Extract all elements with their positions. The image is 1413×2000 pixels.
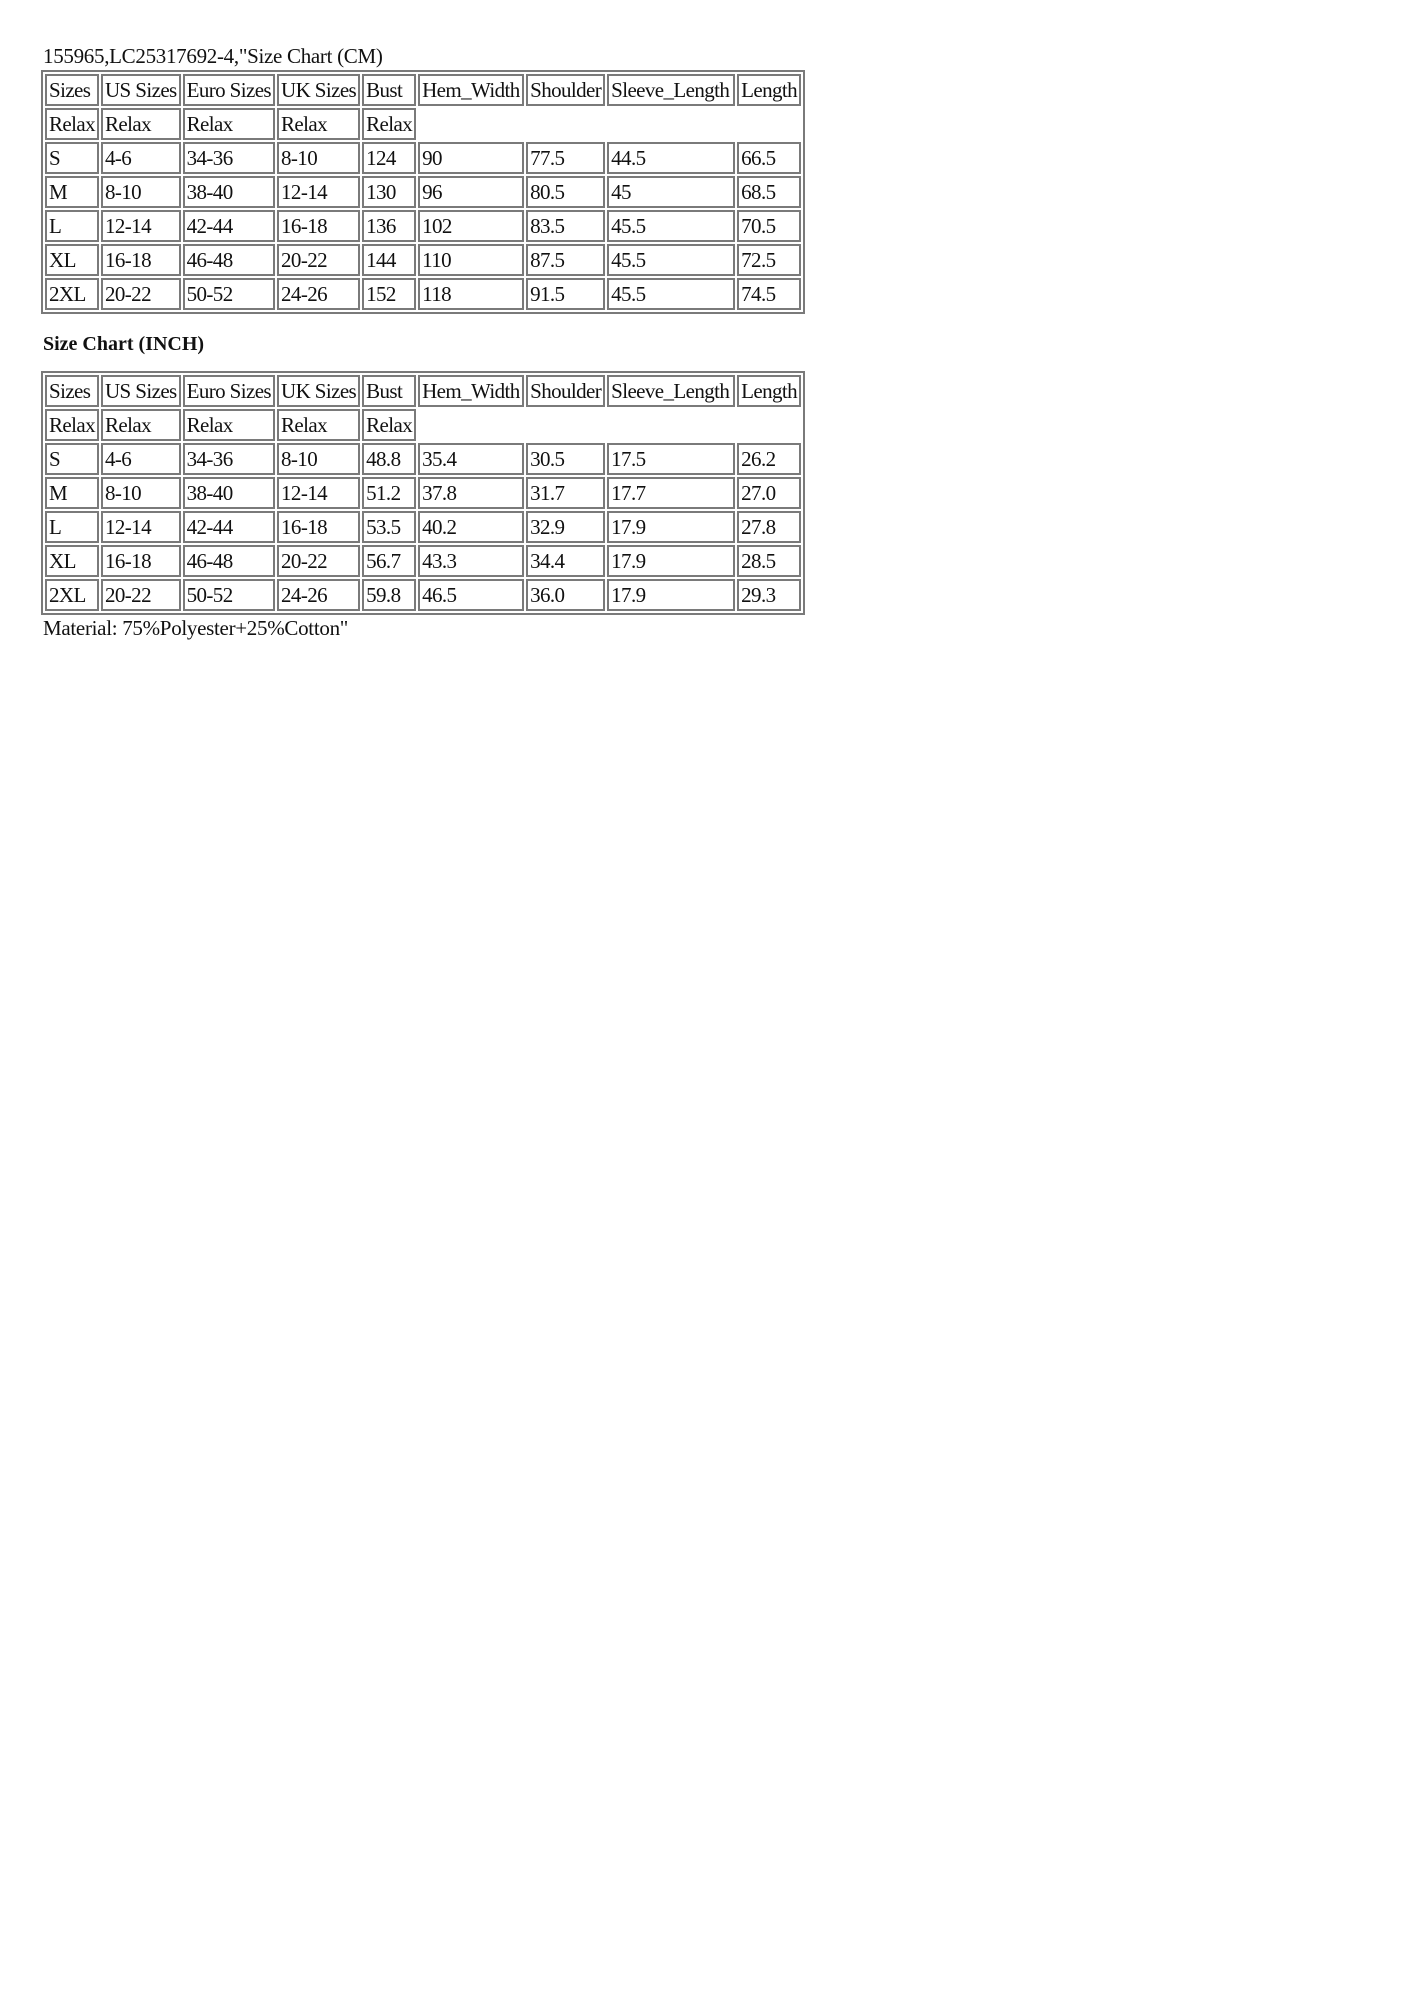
table-cell: 30.5 bbox=[526, 443, 605, 475]
table-cell: 45 bbox=[607, 176, 735, 208]
size-chart-cm-table bbox=[41, 70, 805, 314]
table-row bbox=[45, 278, 801, 310]
table-cell: 12-14 bbox=[101, 511, 181, 543]
table-cell: 53.5 bbox=[362, 511, 416, 543]
table-cell: 29.3 bbox=[737, 579, 801, 611]
fit-type-cell: Relax bbox=[45, 108, 99, 140]
table-cell: 77.5 bbox=[526, 142, 605, 174]
document-page bbox=[43, 44, 823, 640]
table-cell: 16-18 bbox=[101, 545, 181, 577]
table-cell: 50-52 bbox=[183, 278, 275, 310]
table-cell: 118 bbox=[418, 278, 524, 310]
table-cell: 45.5 bbox=[607, 244, 735, 276]
table-cell: 42-44 bbox=[183, 511, 275, 543]
table-cell: 91.5 bbox=[526, 278, 605, 310]
table-cell: 8-10 bbox=[277, 142, 360, 174]
fit-type-cell: Relax bbox=[277, 108, 360, 140]
table-cell: S bbox=[45, 443, 99, 475]
table-cell: 72.5 bbox=[737, 244, 801, 276]
table-cell: 31.7 bbox=[526, 477, 605, 509]
table-cell: 12-14 bbox=[277, 477, 360, 509]
table-cell: 26.2 bbox=[737, 443, 801, 475]
table-cell: 37.8 bbox=[418, 477, 524, 509]
table-cell: XL bbox=[45, 244, 99, 276]
table-cell: 45.5 bbox=[607, 210, 735, 242]
table-cell: 27.8 bbox=[737, 511, 801, 543]
table-cell: 59.8 bbox=[362, 579, 416, 611]
table-cell: 124 bbox=[362, 142, 416, 174]
table-cell: 20-22 bbox=[277, 244, 360, 276]
column-header: Sleeve_Length bbox=[607, 74, 735, 106]
table-cell: 24-26 bbox=[277, 579, 360, 611]
table-row bbox=[45, 579, 801, 611]
table-cell: M bbox=[45, 176, 99, 208]
table-cell: 80.5 bbox=[526, 176, 605, 208]
table-cell: 8-10 bbox=[101, 176, 181, 208]
table-row bbox=[45, 545, 801, 577]
table-row bbox=[45, 443, 801, 475]
table-cell: 40.2 bbox=[418, 511, 524, 543]
size-chart-inch-title: Size Chart (INCH) bbox=[43, 333, 205, 355]
column-header: Length bbox=[737, 375, 801, 407]
table-cell: 20-22 bbox=[101, 579, 181, 611]
material-line: Material: 75%Polyester+25%Cotton" bbox=[43, 616, 349, 640]
table-cell: L bbox=[45, 511, 99, 543]
table-cell: 4-6 bbox=[101, 142, 181, 174]
table-cell: 16-18 bbox=[277, 511, 360, 543]
fit-type-cell: Relax bbox=[101, 409, 181, 441]
table-cell: 17.7 bbox=[607, 477, 735, 509]
column-header: UK Sizes bbox=[277, 74, 360, 106]
table-cell: 48.8 bbox=[362, 443, 416, 475]
fit-type-cell: Relax bbox=[362, 108, 416, 140]
table-cell: 8-10 bbox=[101, 477, 181, 509]
table-cell: 35.4 bbox=[418, 443, 524, 475]
table-cell: 74.5 bbox=[737, 278, 801, 310]
table-cell: 46-48 bbox=[183, 244, 275, 276]
table-cell: 17.9 bbox=[607, 545, 735, 577]
column-header: Euro Sizes bbox=[183, 375, 275, 407]
table-cell: 24-26 bbox=[277, 278, 360, 310]
column-header: Hem_Width bbox=[418, 74, 524, 106]
table-cell: 12-14 bbox=[277, 176, 360, 208]
table-cell: 17.5 bbox=[607, 443, 735, 475]
table-cell: 34-36 bbox=[183, 443, 275, 475]
table-cell: 38-40 bbox=[183, 477, 275, 509]
table-row bbox=[45, 210, 801, 242]
fit-type-cell: Relax bbox=[362, 409, 416, 441]
column-header: UK Sizes bbox=[277, 375, 360, 407]
fit-type-cell: Relax bbox=[45, 409, 99, 441]
table-cell: 28.5 bbox=[737, 545, 801, 577]
table-cell: 56.7 bbox=[362, 545, 416, 577]
table-cell: 46-48 bbox=[183, 545, 275, 577]
size-chart-inch-table bbox=[41, 371, 805, 615]
fit-type-row bbox=[45, 108, 801, 140]
table-header-row bbox=[45, 375, 801, 407]
empty-cell bbox=[418, 108, 801, 140]
table-cell: XL bbox=[45, 545, 99, 577]
table-cell: 110 bbox=[418, 244, 524, 276]
column-header: Sizes bbox=[45, 375, 99, 407]
empty-cell bbox=[418, 409, 801, 441]
table-cell: 70.5 bbox=[737, 210, 801, 242]
table-cell: 102 bbox=[418, 210, 524, 242]
table-row bbox=[45, 244, 801, 276]
table-cell: 17.9 bbox=[607, 579, 735, 611]
table-cell: 46.5 bbox=[418, 579, 524, 611]
column-header: Sizes bbox=[45, 74, 99, 106]
table-row bbox=[45, 142, 801, 174]
table-cell: 130 bbox=[362, 176, 416, 208]
fit-type-row bbox=[45, 409, 801, 441]
column-header: Shoulder bbox=[526, 74, 605, 106]
table-cell: 20-22 bbox=[277, 545, 360, 577]
table-row bbox=[45, 176, 801, 208]
table-cell: 87.5 bbox=[526, 244, 605, 276]
table-cell: 45.5 bbox=[607, 278, 735, 310]
table-cell: 16-18 bbox=[277, 210, 360, 242]
table-cell: 20-22 bbox=[101, 278, 181, 310]
product-header-line: 155965,LC25317692-4,"Size Chart (CM) bbox=[43, 44, 383, 68]
table-cell: 136 bbox=[362, 210, 416, 242]
table-cell: 144 bbox=[362, 244, 416, 276]
column-header: Bust bbox=[362, 375, 416, 407]
table-cell: 8-10 bbox=[277, 443, 360, 475]
table-cell: 34.4 bbox=[526, 545, 605, 577]
column-header: Length bbox=[737, 74, 801, 106]
table-cell: 17.9 bbox=[607, 511, 735, 543]
fit-type-cell: Relax bbox=[183, 108, 275, 140]
table-cell: 27.0 bbox=[737, 477, 801, 509]
fit-type-cell: Relax bbox=[277, 409, 360, 441]
table-cell: 51.2 bbox=[362, 477, 416, 509]
table-cell: 34-36 bbox=[183, 142, 275, 174]
table-row bbox=[45, 477, 801, 509]
column-header: US Sizes bbox=[101, 74, 181, 106]
table-cell: L bbox=[45, 210, 99, 242]
table-cell: 43.3 bbox=[418, 545, 524, 577]
table-header-row bbox=[45, 74, 801, 106]
fit-type-cell: Relax bbox=[101, 108, 181, 140]
column-header: Hem_Width bbox=[418, 375, 524, 407]
table-cell: 90 bbox=[418, 142, 524, 174]
table-cell: 50-52 bbox=[183, 579, 275, 611]
table-cell: S bbox=[45, 142, 99, 174]
table-cell: 2XL bbox=[45, 579, 99, 611]
table-cell: 68.5 bbox=[737, 176, 801, 208]
table-cell: 42-44 bbox=[183, 210, 275, 242]
table-cell: 4-6 bbox=[101, 443, 181, 475]
table-cell: 152 bbox=[362, 278, 416, 310]
table-cell: 36.0 bbox=[526, 579, 605, 611]
column-header: Sleeve_Length bbox=[607, 375, 735, 407]
table-cell: 12-14 bbox=[101, 210, 181, 242]
column-header: Bust bbox=[362, 74, 416, 106]
table-cell: 83.5 bbox=[526, 210, 605, 242]
table-row bbox=[45, 511, 801, 543]
table-cell: 32.9 bbox=[526, 511, 605, 543]
column-header: Shoulder bbox=[526, 375, 605, 407]
column-header: US Sizes bbox=[101, 375, 181, 407]
table-cell: 38-40 bbox=[183, 176, 275, 208]
table-cell: 96 bbox=[418, 176, 524, 208]
table-cell: 2XL bbox=[45, 278, 99, 310]
table-cell: 44.5 bbox=[607, 142, 735, 174]
table-cell: 16-18 bbox=[101, 244, 181, 276]
fit-type-cell: Relax bbox=[183, 409, 275, 441]
column-header: Euro Sizes bbox=[183, 74, 275, 106]
table-cell: 66.5 bbox=[737, 142, 801, 174]
table-cell: M bbox=[45, 477, 99, 509]
